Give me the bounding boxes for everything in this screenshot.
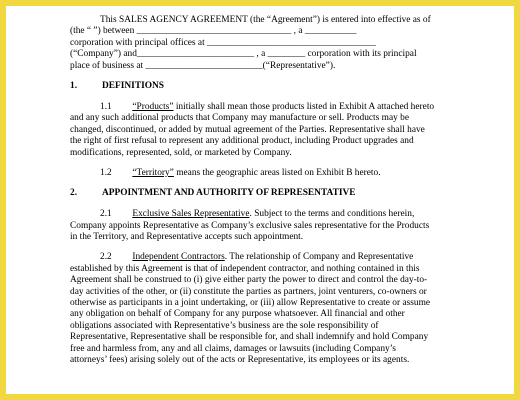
clause-heading: Exclusive Sales Representative — [132, 209, 250, 220]
defined-term: “Products” — [132, 101, 174, 112]
clause-number: 1.1 — [100, 101, 112, 112]
clause-2-2 — [70, 252, 470, 366]
clause-line: any obligation on behalf of Company for any purpose whatsoever. All financial and other — [70, 309, 405, 320]
clause-text: . The relationship of Company and Representative — [224, 252, 414, 263]
section-number: 1. — [70, 80, 78, 91]
section-heading-definitions — [70, 81, 470, 93]
intro-paragraph — [70, 15, 470, 72]
intro-line: corporation with principal offices at ____________________________________ — [70, 37, 376, 48]
clause-line: in the Territory, and Representative accepts such appointment. — [70, 232, 304, 243]
agreement-document — [70, 15, 470, 366]
clause-line: obligations associated with Representative’s business are the sole responsibility of — [70, 320, 379, 331]
clause-line: Company appoints Representative as Company’s exclusive sales representative for the Products — [70, 220, 430, 231]
clause-line: and any such additional products that Company may manufacture or sell. Products may be — [70, 113, 409, 124]
section-title: APPOINTMENT AND AUTHORITY OF REPRESENTATIVE — [102, 188, 356, 199]
clause-line: established by this Agreement is that of independent contractor, and nothing contained in this — [70, 263, 420, 274]
clause-text: . Subject to the terms and conditions herein, — [249, 209, 415, 220]
page-footer: Agreement drafted by Kramer & Kramer, LLP — [208, 396, 312, 400]
section-title: DEFINITIONS — [102, 80, 164, 91]
clause-2-1 — [70, 209, 470, 243]
clause-line: Agreement shall be construed to (i) give either party the power to direct and control the day-to- — [70, 275, 428, 286]
clause-line: the right of first refusal to represent any additional product, including Product upgrades and — [70, 136, 414, 147]
clause-number: 1.2 — [100, 167, 112, 178]
clause-line: Representative, Representative shall be responsible for, and shall indemnify and hold Company — [70, 332, 429, 343]
clause-line: changed, discontinued, or added by mutual agreement of the Parties. Representative shall have — [70, 124, 425, 135]
clause-line: day activities of the other, or (ii) constitute the parties as partners, joint venturers, co-owners or — [70, 286, 427, 297]
clause-number: 2.1 — [100, 209, 112, 220]
section-heading-appointment — [70, 188, 470, 200]
intro-line: (the “ ”) between _________________________________ , a ___________ — [70, 26, 357, 37]
intro-line: place of business at _________________________(“Representative”). — [70, 60, 336, 71]
section-number: 2. — [70, 188, 78, 199]
clause-line: attorneys’ fees) arising solely out of the acts or Representative, its employees or its agents. — [70, 354, 410, 365]
clause-1-2 — [70, 168, 470, 179]
clause-number: 2.2 — [100, 252, 112, 263]
clause-line: free and harmless from, any and all claims, damages or lawsuits (including Company’s — [70, 343, 396, 354]
clause-line: modifications, represented, sold, or marketed by Company. — [70, 147, 292, 158]
clause-1-1 — [70, 102, 470, 159]
clause-heading: Independent Contractors — [132, 252, 225, 263]
clause-line: otherwise as participants in a joint undertaking, or (iii) allow Representative to create or assume — [70, 298, 431, 309]
clause-text: initially shall mean those products listed in Exhibit A attached hereto — [173, 101, 435, 112]
intro-line: (“Company”) and_________________________ , a ________ corporation with its principal — [70, 49, 417, 60]
intro-line: This SALES AGENCY AGREEMENT (the “Agreement”) is entered into effective as of — [100, 15, 431, 25]
defined-term: “Territory” — [132, 167, 174, 178]
clause-text: means the geographic areas listed on Exhibit B hereto. — [173, 167, 381, 178]
